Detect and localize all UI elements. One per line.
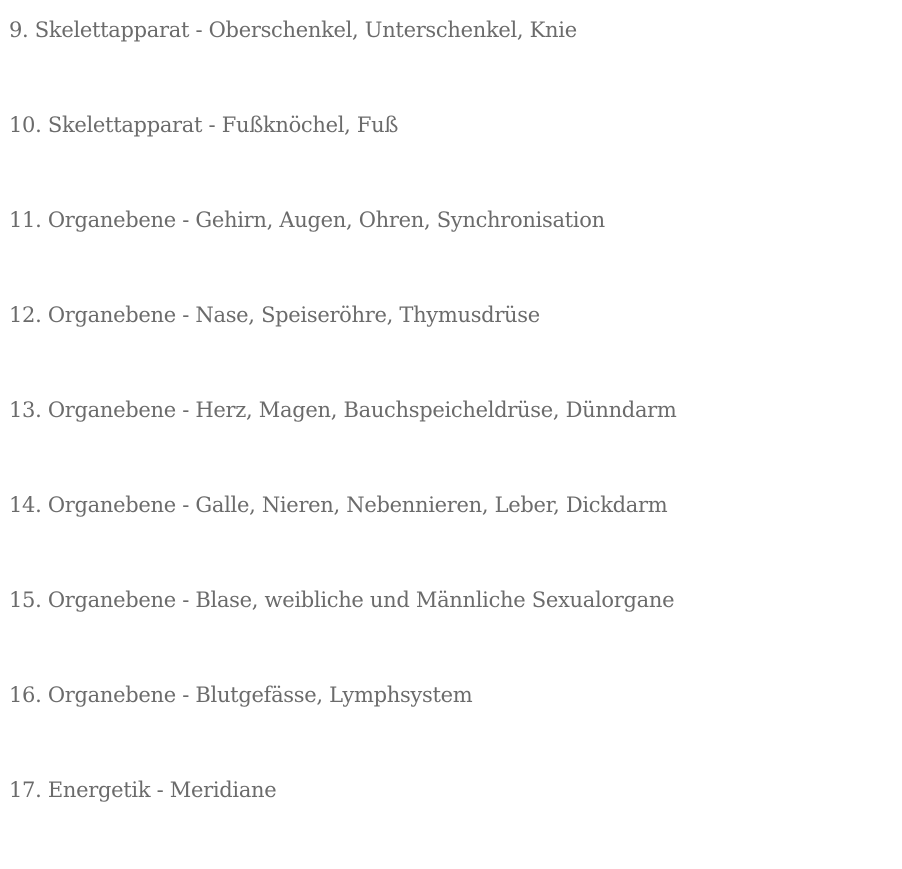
list-item: 10. Skelettapparat - Fußknöchel, Fuß bbox=[9, 113, 399, 137]
list-item: 12. Organebene - Nase, Speiseröhre, Thymusdrüse bbox=[9, 303, 540, 327]
list-item: 11. Organebene - Gehirn, Augen, Ohren, Synchronisation bbox=[9, 208, 605, 232]
list-item: 14. Organebene - Galle, Nieren, Nebennieren, Leber, Dickdarm bbox=[9, 493, 668, 517]
list-item: 15. Organebene - Blase, weibliche und Männliche Sexualorgane bbox=[9, 588, 675, 612]
list-item: 9. Skelettapparat - Oberschenkel, Unterschenkel, Knie bbox=[9, 18, 577, 42]
list-item: 17. Energetik - Meridiane bbox=[9, 778, 277, 802]
item-list bbox=[9, 14, 889, 869]
list-item: 16. Organebene - Blutgefässe, Lymphsystem bbox=[9, 683, 473, 707]
list-item: 13. Organebene - Herz, Magen, Bauchspeicheldrüse, Dünndarm bbox=[9, 398, 677, 422]
